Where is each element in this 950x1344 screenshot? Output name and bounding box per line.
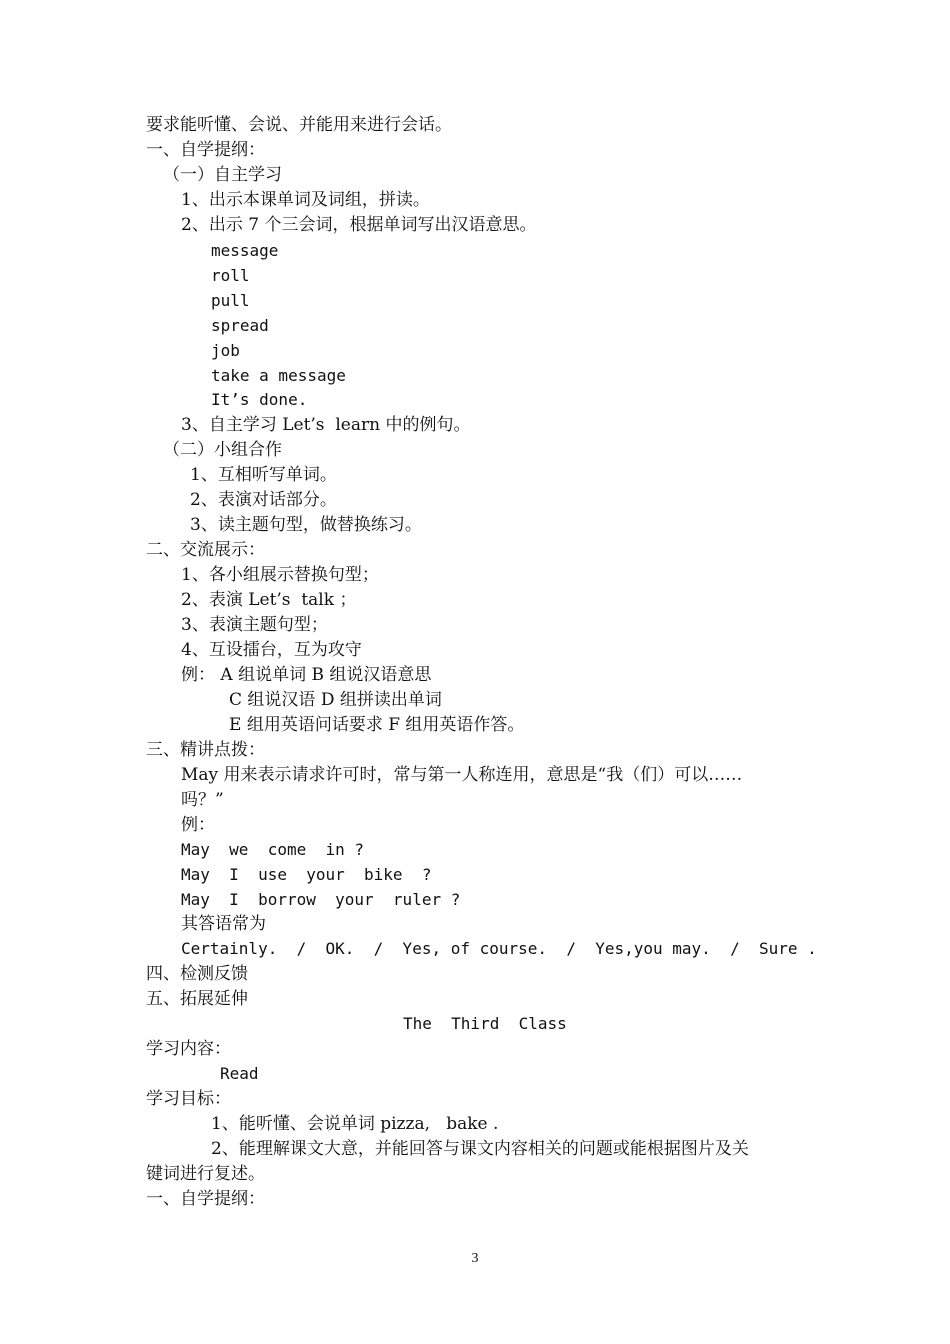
- text-line: E 组用英语问话要求 F 组用英语作答。: [229, 715, 525, 735]
- section-heading: 五、拓展延伸: [146, 989, 248, 1009]
- text-line: 其答语常为: [181, 914, 266, 934]
- text-line: 2、能理解课文大意，并能回答与课文内容相关的问题或能根据图片及关: [211, 1139, 749, 1159]
- text-line: 要求能听懂、会说、并能用来进行会话。: [146, 115, 452, 135]
- lesson-title: The Third Class: [403, 1014, 567, 1033]
- text-line: 3、自主学习 Let’s learn 中的例句。: [181, 415, 471, 435]
- section-heading: 一、自学提纲：: [146, 140, 265, 160]
- subsection-heading: （二）小组合作: [163, 440, 282, 460]
- section-heading: 四、检测反馈: [146, 964, 248, 984]
- text-line: 1、各小组展示替换句型；: [181, 565, 379, 585]
- example-sentence: May I use your bike ?: [181, 865, 432, 884]
- text-line: 2、表演 Let’s talk ；: [181, 590, 357, 610]
- text-line: 学习内容：: [146, 1039, 231, 1059]
- section-heading: 二、交流展示：: [146, 540, 265, 560]
- vocab-item: It’s done.: [211, 390, 308, 409]
- text-line: C 组说汉语 D 组拼读出单词: [229, 690, 442, 710]
- text-line: 2、出示 7 个三会词，根据单词写出汉语意思。: [181, 215, 537, 235]
- text-line: 学习目标：: [146, 1089, 231, 1109]
- text-line: 3、读主题句型，做替换练习。: [190, 515, 422, 535]
- text-line: 1、互相听写单词。: [190, 465, 337, 485]
- page-number: 3: [471, 1251, 479, 1266]
- vocab-item: job: [211, 341, 240, 360]
- example-sentence: May I borrow your ruler ?: [181, 890, 461, 909]
- text-line: 键词进行复述。: [146, 1164, 265, 1184]
- text-line: Read: [220, 1064, 259, 1083]
- text-line: 例： A 组说单词 B 组说汉语意思: [181, 665, 432, 685]
- section-heading: 三、精讲点拨：: [146, 740, 265, 760]
- vocab-item: pull: [211, 291, 250, 310]
- text-line: 2、表演对话部分。: [190, 490, 337, 510]
- vocab-item: message: [211, 241, 279, 260]
- example-sentence: May we come in ?: [181, 840, 365, 859]
- section-heading: 一、自学提纲：: [146, 1189, 265, 1209]
- vocab-item: spread: [211, 316, 269, 335]
- text-line: 例：: [181, 815, 215, 835]
- example-answers: Certainly. / OK. / Yes, of course. / Yes,you may. / Sure .: [181, 939, 817, 958]
- text-line: 3、表演主题句型；: [181, 615, 328, 635]
- text-line: 1、能听懂、会说单词 pizza, bake .: [211, 1114, 499, 1134]
- text-line: 吗？”: [181, 790, 224, 810]
- text-line: 4、互设擂台，互为攻守: [181, 640, 362, 660]
- text-line: May 用来表示请求许可时，常与第一人称连用，意思是“我（们）可以……: [181, 765, 743, 785]
- text-line: 1、出示本课单词及词组，拼读。: [181, 190, 430, 210]
- vocab-item: roll: [211, 266, 250, 285]
- subsection-heading: （一）自主学习: [163, 165, 282, 185]
- vocab-item: take a message: [211, 366, 346, 385]
